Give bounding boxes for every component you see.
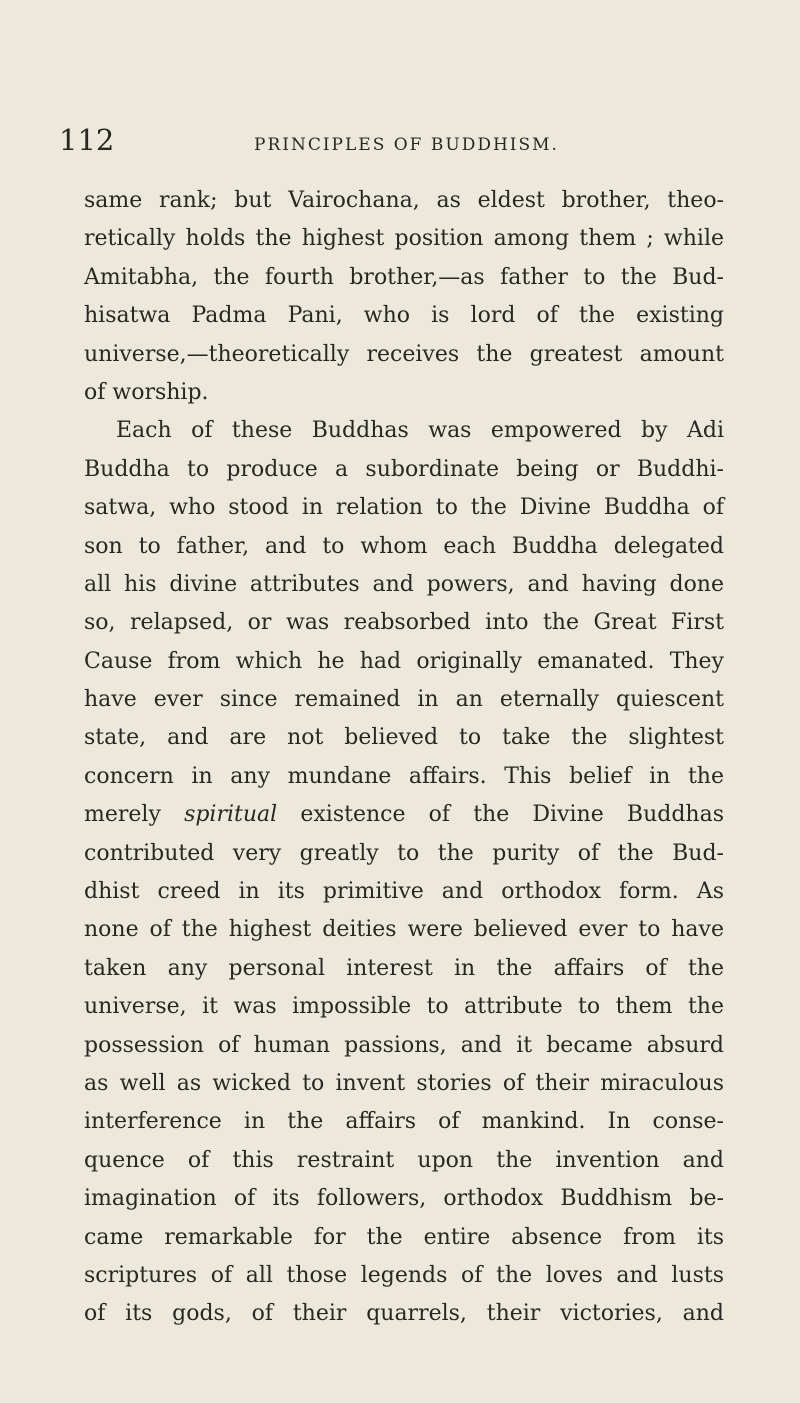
text-line: as well as wicked to invent stories of their miraculous	[84, 1070, 724, 1096]
text-line: same rank; but Vairochana, as eldest brother, theo-	[84, 188, 724, 213]
text-line: state, and are not believed to take the slightest	[84, 725, 724, 751]
body-text	[84, 182, 724, 1334]
text-line: of worship.	[84, 379, 209, 405]
text-line: came remarkable for the entire absence from its	[84, 1224, 724, 1250]
text-line: hisatwa Padma Pani, who is lord of the existing	[84, 303, 724, 329]
text-segment: existence of the Divine Buddhas	[277, 802, 724, 828]
text-segment: merely	[84, 802, 185, 828]
text-line: concern in any mundane affairs. This belief in the	[84, 763, 724, 789]
italic-word: spiritual	[184, 802, 278, 828]
text-line: Buddha to produce a subordinate being or Buddhi-	[84, 456, 724, 482]
text-line: taken any personal interest in the affairs of the	[84, 955, 724, 981]
text-line-with-italic	[84, 796, 724, 834]
text-line: interference in the affairs of mankind. In conse-	[84, 1109, 724, 1135]
running-head: PRINCIPLES OF BUDDHISM.	[254, 135, 559, 155]
text-line: satwa, who stood in relation to the Divine Buddha of	[84, 495, 724, 521]
text-line: so, relapsed, or was reabsorbed into the Great First	[84, 610, 724, 636]
text-line: Amitabha, the fourth brother,—as father to the Bud-	[84, 264, 724, 290]
text-line: of its gods, of their quarrels, their victories, and	[84, 1301, 724, 1327]
text-line: universe, it was impossible to attribute to them the	[84, 994, 724, 1020]
text-line: dhist creed in its primitive and orthodox form. As	[84, 879, 724, 905]
text-line: all his divine attributes and powers, and having done	[84, 571, 724, 597]
text-line: son to father, and to whom each Buddha delegated	[84, 533, 724, 559]
text-line: universe,—theoretically receives the greatest amount	[84, 341, 724, 367]
text-line: possession of human passions, and it became absurd	[84, 1032, 724, 1058]
text-line: scriptures of all those legends of the loves and lusts	[84, 1262, 724, 1288]
text-line: retically holds the highest position among them ; while	[84, 226, 724, 252]
text-line: have ever since remained in an eternally quiescent	[84, 687, 724, 713]
page-number: 112	[59, 123, 115, 157]
text-line: contributed very greatly to the purity of the Bud-	[84, 840, 724, 866]
text-line: quence of this restraint upon the invention and	[84, 1147, 724, 1173]
text-line: Cause from which he had originally emanated. They	[84, 648, 724, 674]
text-line: Each of these Buddhas was empowered by Adi	[116, 418, 724, 444]
text-line: none of the highest deities were believed ever to have	[84, 917, 724, 943]
text-line: imagination of its followers, orthodox Buddhism be-	[84, 1186, 724, 1212]
